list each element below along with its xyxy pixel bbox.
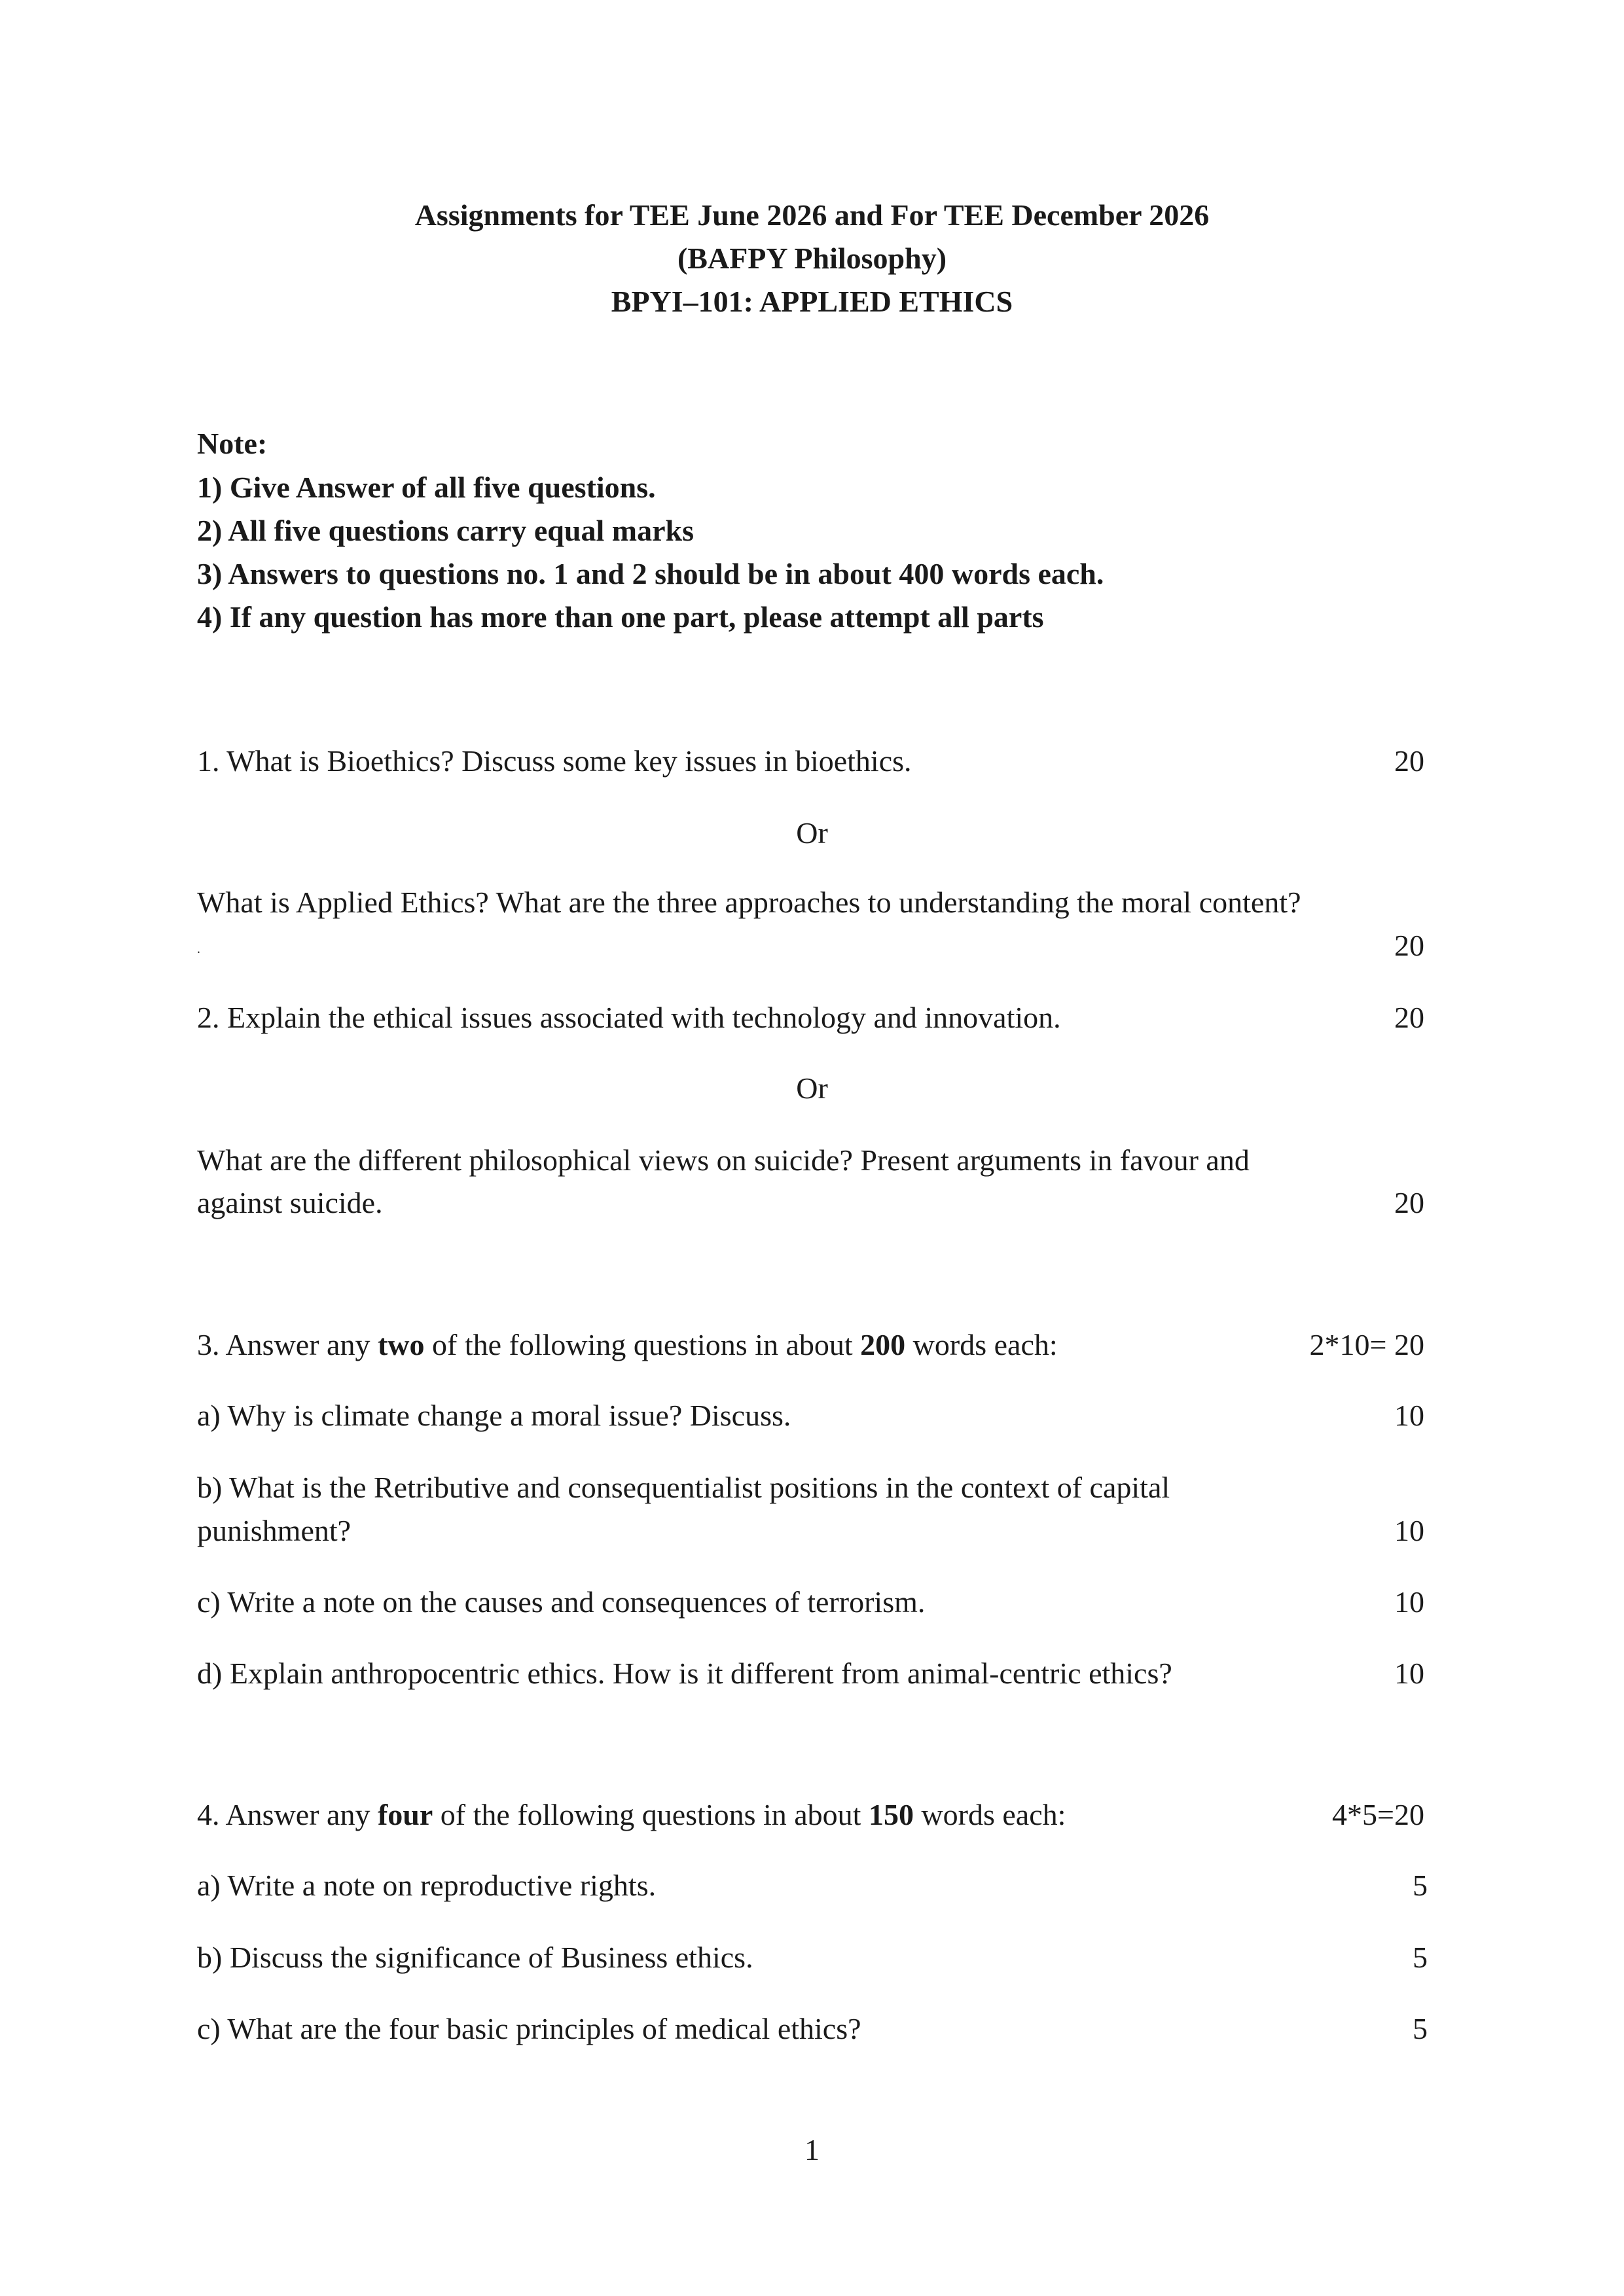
question-3-intro-mid: of the following questions in about — [424, 1328, 861, 1361]
question-3-intro-post: words each: — [905, 1328, 1058, 1361]
page-number: 1 — [804, 2133, 820, 2166]
question-4-intro-post: words each: — [913, 1798, 1066, 1831]
note-item-1: 1) Give Answer of all five questions. — [197, 471, 656, 504]
question-3b-marks: 10 — [1394, 1514, 1424, 1547]
header-title-line2: (BAFPY Philosophy) — [677, 242, 947, 275]
question-3a-marks: 10 — [1394, 1399, 1424, 1432]
header-course-title: BPYI–101: APPLIED ETHICS — [611, 285, 1013, 318]
question-1-alt-marks: 20 — [1394, 929, 1424, 962]
note-item-3: 3) Answers to questions no. 1 and 2 should be in about 400 words each. — [197, 557, 1104, 590]
question-4-marks: 4*5=20 — [1332, 1798, 1424, 1831]
note-item-2: 2) All five questions carry equal marks — [197, 514, 694, 547]
question-1-alt-dot: . — [197, 942, 200, 956]
question-3d-marks: 10 — [1394, 1657, 1424, 1690]
question-2-alt-text-line1: What are the different philosophical views on suicide? Present arguments in favour and — [197, 1143, 1250, 1177]
question-3c-text: c) Write a note on the causes and consequences of terrorism. — [197, 1585, 926, 1619]
question-3-marks: 2*10= 20 — [1309, 1328, 1424, 1361]
question-4a-text: a) Write a note on reproductive rights. — [197, 1869, 657, 1902]
question-4c-marks: 5 — [1413, 2012, 1428, 2045]
note-title: Note: — [197, 427, 268, 460]
question-3a-text: a) Why is climate change a moral issue? Discuss. — [197, 1399, 791, 1432]
question-3d-text: d) Explain anthropocentric ethics. How is it different from animal-centric ethics? — [197, 1657, 1172, 1690]
question-1-marks: 20 — [1394, 744, 1424, 778]
question-3b-text-line1: b) What is the Retributive and consequentialist positions in the context of capital — [197, 1471, 1170, 1504]
question-4-intro-mid: of the following questions in about — [433, 1798, 869, 1831]
question-3-intro — [197, 1330, 1058, 1360]
question-4c-text: c) What are the four basic principles of medical ethics? — [197, 2012, 861, 2045]
question-2-marks: 20 — [1394, 1001, 1424, 1034]
question-2-alt-marks: 20 — [1394, 1186, 1424, 1219]
question-3-intro-pre: 3. Answer any — [197, 1328, 378, 1361]
question-3-intro-count: two — [377, 1328, 425, 1361]
question-3b-text-line2: punishment? — [197, 1514, 352, 1547]
question-1-alt-text: What is Applied Ethics? What are the three approaches to understanding the moral content? — [197, 886, 1301, 919]
question-1-text: 1. What is Bioethics? Discuss some key issues in bioethics. — [197, 744, 912, 778]
question-2-or: Or — [796, 1071, 828, 1105]
question-1-or: Or — [796, 816, 828, 850]
question-4-intro — [197, 1800, 1066, 1830]
question-4b-text: b) Discuss the significance of Business ethics. — [197, 1941, 753, 1974]
question-3-intro-words: 200 — [860, 1328, 906, 1361]
question-4b-marks: 5 — [1413, 1941, 1428, 1974]
question-2-alt-text-line2: against suicide. — [197, 1186, 383, 1219]
header-title-line1: Assignments for TEE June 2026 and For TEE December 2026 — [414, 198, 1210, 232]
question-3c-marks: 10 — [1394, 1585, 1424, 1619]
question-4-intro-words: 150 — [868, 1798, 914, 1831]
question-2-text: 2. Explain the ethical issues associated with technology and innovation. — [197, 1001, 1061, 1034]
note-item-4: 4) If any question has more than one part, please attempt all parts — [197, 600, 1044, 634]
question-4a-marks: 5 — [1413, 1869, 1428, 1902]
question-4-intro-pre: 4. Answer any — [197, 1798, 378, 1831]
question-4-intro-count: four — [377, 1798, 433, 1831]
